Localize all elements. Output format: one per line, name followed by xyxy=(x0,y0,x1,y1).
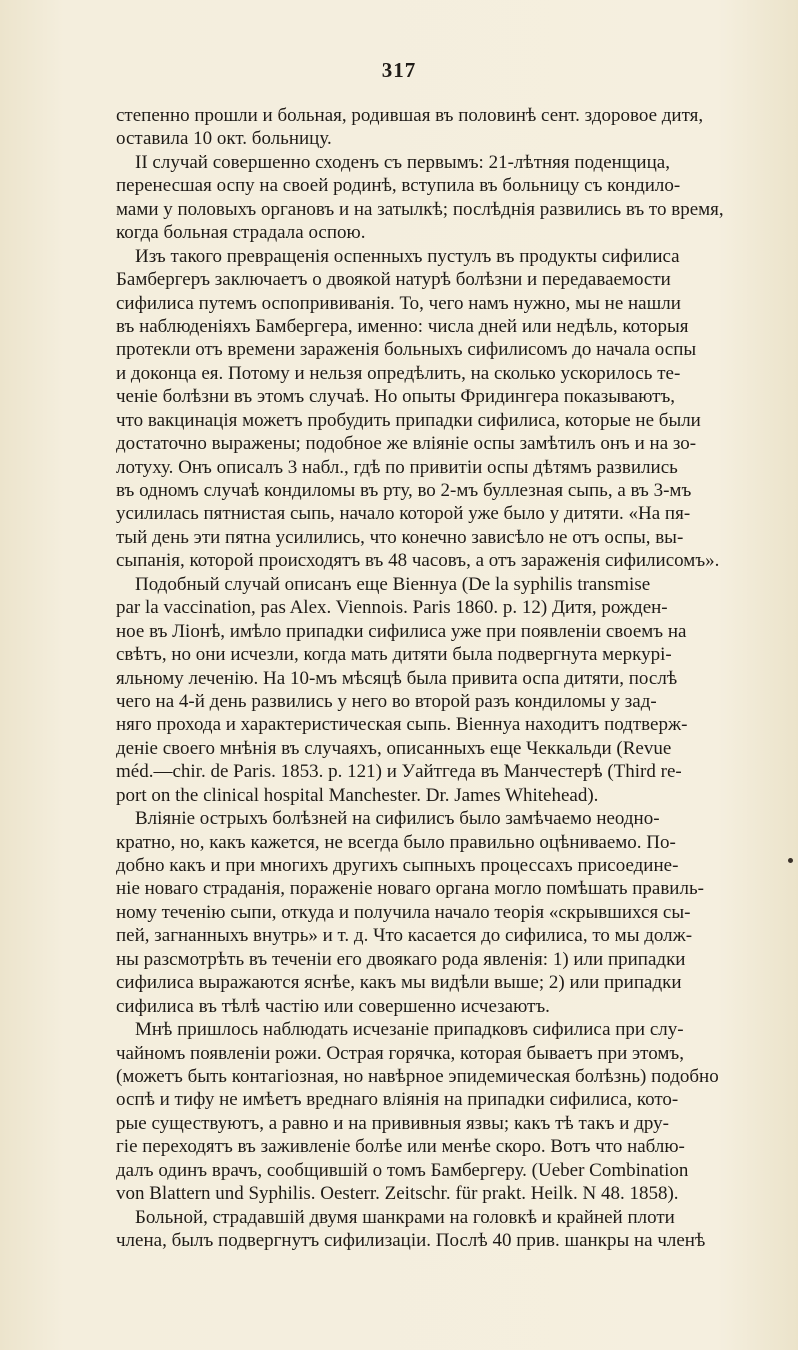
text-line: von Blattern und Syphilis. Oesterr. Zeitschr. für prakt. Heilk. N 48. 1858). xyxy=(116,1183,679,1205)
text-line: степенно прошли и больная, родившая въ половинѣ сент. здоровое дитя, xyxy=(116,105,704,126)
text-line: что вакцинація можетъ пробудить припадки сифилиса, которые не были xyxy=(116,409,701,431)
text-line: добно какъ и при многихъ другихъ сыпныхъ процессахъ присоедине- xyxy=(116,855,679,876)
text-line: сифилиса въ тѣлѣ частію или совершенно исчезаютъ. xyxy=(116,995,550,1017)
text-line: Бамбергеръ заключаетъ о двоякой натурѣ болѣзни и передаваемости xyxy=(116,269,671,291)
text-line: ны разсмотрѣть въ теченіи его двоякаго рода явленія: 1) или припадки xyxy=(116,948,686,970)
text-line: méd.—chir. de Paris. 1853. p. 121) и Уайтгеда въ Манчестерѣ (Third re- xyxy=(116,761,682,783)
text-line: когда больная страдала оспою. xyxy=(116,222,366,244)
text-line: въ одномъ случаѣ кондиломы въ рту, во 2-мъ буллезная сыпь, а въ 3-мъ xyxy=(116,480,692,501)
text-line: оставила 10 окт. больницу. xyxy=(116,128,332,150)
text-line: Изъ такого превращенія оспенныхъ пустулъ въ продукты сифилиса xyxy=(116,245,680,267)
text-line: ное въ Ліонѣ, имѣло припадки сифилиса уже при появленіи своемъ на xyxy=(116,620,687,642)
text-line: лотуху. Онъ описалъ 3 набл., гдѣ по привитіи оспы дѣтямъ развились xyxy=(116,456,678,478)
text-line: протекли отъ времени зараженія больныхъ сифилисомъ до начала оспы xyxy=(116,339,697,361)
text-line: яльному леченію. На 10-мъ мѣсяцѣ была привита оспа дитяти, послѣ xyxy=(116,667,678,689)
text-line: члена, былъ подвергнутъ сифилизаціи. Послѣ 40 прив. шанкры на членѣ xyxy=(116,1230,706,1251)
text-line: перенесшая оспу на своей родинѣ, вступила въ больницу съ кондило- xyxy=(116,175,681,197)
text-line: оспѣ и тифу не имѣетъ вреднаго вліянія на припадки сифилиса, кото- xyxy=(116,1089,679,1111)
text-line: далъ одинъ врачъ, сообщившій о томъ Бамбергеру. (Ueber Combination xyxy=(116,1159,689,1181)
text-line: сифилиса путемъ оспопрививанія. То, чего намъ нужно, мы не нашли xyxy=(116,292,681,314)
text-line: усилилась пятнистая сыпь, начало которой уже было у дитяти. «На пя- xyxy=(116,503,691,525)
text-line: достаточно выражены; подобное же вліяніе оспы замѣтилъ онъ и на зо- xyxy=(116,433,697,455)
text-line: ніе новаго страданія, пораженіе новаго органа могло помѣшать правиль- xyxy=(116,878,704,900)
text-line: (можетъ быть контагіозная, но навѣрное эпидемическая болѣзнь) подобно xyxy=(116,1065,719,1087)
text-line: няго прохода и характеристическая сыпь. Віеннуа находитъ подтверж- xyxy=(116,714,688,736)
text-line: рые существуютъ, а равно и на прививныя язвы; какъ тѣ такъ и дру- xyxy=(116,1112,669,1134)
text-line: сыпанія, которой происходятъ въ 48 часовъ, а отъ зараженія сифилисомъ». xyxy=(116,550,720,572)
text-line: Мнѣ пришлось наблюдать исчезаніе припадковъ сифилиса при слу- xyxy=(116,1019,684,1041)
text-line: чего на 4-й день развились у него во второй разъ кондиломы у зад- xyxy=(116,690,657,712)
text-line: Подобный случай описанъ еще Віеннуа (De la syphilis transmise xyxy=(116,573,651,595)
page-number: 317 xyxy=(381,58,417,82)
text-line: par la vaccination, pas Alex. Viennois. Paris 1860. p. 12) Дитя, рожден- xyxy=(116,597,668,619)
text-line: тый день эти пятна усилились, что конечно зависѣло не отъ оспы, вы- xyxy=(116,526,684,548)
text-line: кратно, но, какъ кажется, не всегда было правильно оцѣниваемо. По- xyxy=(116,831,676,853)
text-line: сифилиса выражаются яснѣе, какъ мы видѣли выше; 2) или припадки xyxy=(116,972,682,994)
text-line: ному теченію сыпи, откуда и получила начало теорія «скрывшихся сы- xyxy=(116,901,691,923)
text-line: въ наблюденіяхъ Бамбергера, именно: числа дней или недѣль, которыя xyxy=(116,315,689,337)
text-line: ченіе болѣзни въ этомъ случаѣ. Но опыты Фридингера показываютъ, xyxy=(116,386,676,408)
text-line: и доконца ея. Потому и нельзя опредѣлить, на сколько ускорилось те- xyxy=(116,362,681,384)
text-line: II случай совершенно сходенъ съ первымъ: 21-лѣтняя поденщица, xyxy=(116,151,670,173)
text-line: мами у половыхъ органовъ и на затылкѣ; послѣднія развились въ то время, xyxy=(116,198,724,220)
text-line: гіе переходятъ въ заживленіе болѣе или менѣе скоро. Вотъ что наблю- xyxy=(116,1136,685,1158)
text-line: свѣтъ, но они исчезли, когда мать дитяти была подвергнута меркурі- xyxy=(116,644,672,666)
text-line: деніе своего мнѣнія въ случаяхъ, описанныхъ еще Чеккальди (Revue xyxy=(116,737,672,759)
text-line: пей, загнанныхъ внутрь» и т. д. Что касается до сифилиса, то мы долж- xyxy=(116,925,693,947)
text-line: Больной, страдавшій двумя шанкрами на головкѣ и крайней плоти xyxy=(116,1206,675,1228)
text-line: port on the clinical hospital Manchester. Dr. James Whitehead). xyxy=(116,784,599,806)
body-text xyxy=(116,104,780,1252)
ink-speck xyxy=(788,858,793,863)
text-line: Вліяніе острыхъ болѣзней на сифилисъ было замѣчаемо неодно- xyxy=(116,808,660,830)
text-line: чайномъ появленіи рожи. Острая горячка, которая бываетъ при этомъ, xyxy=(116,1042,684,1064)
